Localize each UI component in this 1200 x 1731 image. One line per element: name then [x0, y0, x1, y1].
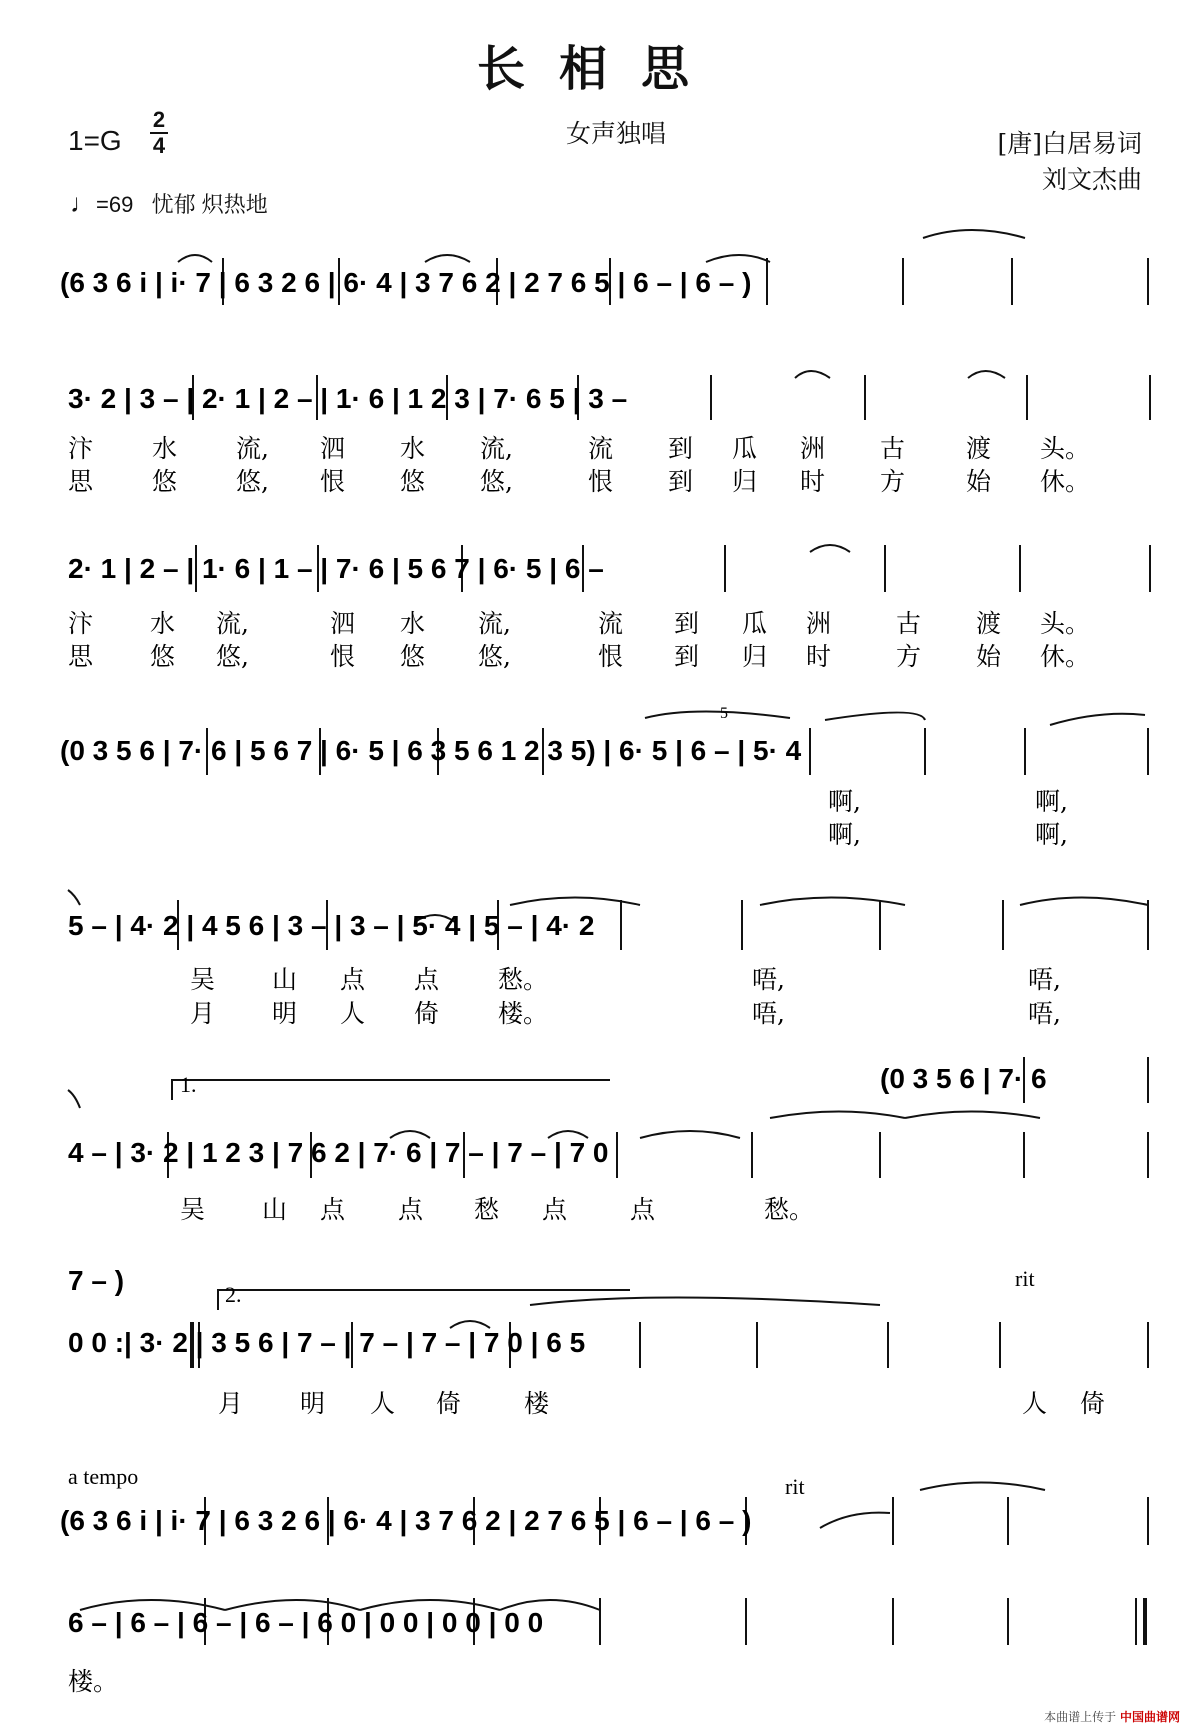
lyric-v1b-1: 汴	[68, 609, 94, 638]
lyric-v1b-6: 流,	[478, 609, 511, 638]
lyric-v2-3: 悠,	[236, 467, 269, 496]
lyric-v2-10: 时	[800, 467, 826, 496]
lyric-v2b-2: 悠	[150, 642, 176, 671]
time-signature-top: 2	[152, 107, 166, 132]
lyric-v1d-3: 点	[320, 1195, 346, 1224]
lyric-v1b-9: 瓜	[742, 609, 768, 638]
lyric-v2-7: 恨	[588, 467, 614, 496]
lyric-v2c-7: 唔,	[1028, 999, 1061, 1028]
lyric-v1b-13: 头。	[1040, 609, 1091, 638]
svg-text:4 – | 3· 2 | 1 2 3 | 7 6: 4 – | 3· 2 | 1 2 3 | 7 6 2 | 7· 6 | 7 – | 7 – | 7 0	[68, 1137, 609, 1168]
lyric-v1c-5: 愁。	[498, 965, 549, 994]
svg-text:(0 3 5 6 | 7· 6 | 5 6 7 | 6: (0 3 5 6 | 7· 6 | 5 6 7 | 6· 5 | 6 3 5 6 1 2 3 5) | 6· 5 | 6 – | 5· 4	[60, 735, 802, 766]
lyric-v2c-1: 月	[190, 999, 216, 1028]
lyric-v2-2: 悠	[152, 467, 178, 496]
composer: 刘文杰曲	[1041, 165, 1142, 194]
song-title: 长相思	[476, 41, 723, 97]
lyric-v2c-4: 倚	[414, 999, 440, 1028]
expression-markings	[68, 705, 1035, 1499]
lyric-v2b-1: 思	[68, 642, 94, 671]
lyric-v1c-6: 唔,	[752, 965, 785, 994]
lyricist: [唐]白居易词	[997, 129, 1142, 158]
svg-text:0 0 :| 3· 2 | 3 5 6 | 7 –: 0 0 :| 3· 2 | 3 5 6 | 7 – | 7 – | 7 – | 7 0 | 6 5	[68, 1327, 586, 1358]
performance-type: 女声独唱	[566, 119, 667, 148]
lyric-v1b-8: 到	[674, 609, 700, 638]
lyric-v1b-10: 洲	[806, 609, 832, 638]
lyric-v2b-5: 悠	[400, 642, 426, 671]
lyric-v1-11: 古	[880, 434, 906, 463]
lyric-v1c-3: 点	[340, 965, 366, 994]
a-tempo-marking: a tempo	[68, 1464, 139, 1489]
lyric-ah-3: 啊,	[828, 820, 861, 849]
lyric-v2c-3: 人	[340, 999, 366, 1028]
lyric-v1d-6: 点	[542, 1195, 568, 1224]
lyric-v2c-2: 明	[272, 999, 298, 1028]
lyric-v1-10: 洲	[800, 434, 826, 463]
lyric-v2b-7: 恨	[598, 642, 624, 671]
lyric-v2b-8: 到	[674, 642, 700, 671]
volta-1-label: 1.	[180, 1072, 197, 1097]
lyric-v2-12: 始	[966, 467, 992, 496]
tempo-value: =69	[96, 192, 134, 217]
lyric-v2e-7: 倚	[1080, 1389, 1106, 1418]
lyric-ah-2: 啊,	[1035, 787, 1068, 816]
lyric-final: 楼。	[68, 1667, 119, 1696]
lyric-v1d-8: 愁。	[764, 1195, 815, 1224]
lyric-v1b-7: 流	[598, 609, 624, 638]
lyric-v2-4: 恨	[320, 467, 346, 496]
lyric-v2-8: 到	[668, 467, 694, 496]
lyric-v2-5: 悠	[400, 467, 426, 496]
svg-text:(0 3 5 6 | 7· 6: (0 3 5 6 | 7· 6	[880, 1063, 1047, 1094]
lyric-v2-1: 思	[68, 467, 94, 496]
rit-marking-2: rit	[785, 1474, 805, 1499]
lyric-v1b-3: 流,	[216, 609, 249, 638]
svg-text:3· 2 | 3 – | 2· 1 | 2 –: 3· 2 | 3 – | 2· 1 | 2 – | 1· 6 | 1 2 3 | 7· 6 5 | 3 –	[68, 383, 628, 414]
lyric-v1-5: 水	[400, 434, 426, 463]
lyric-v2b-10: 时	[806, 642, 832, 671]
tuplet-label: 5	[720, 705, 728, 722]
lyric-v1-9: 瓜	[732, 434, 758, 463]
lyric-v2-11: 方	[880, 467, 906, 496]
svg-text:7 – ): 7 – )	[68, 1265, 125, 1296]
lyric-v1-1: 汴	[68, 434, 94, 463]
svg-text:(6 3 6 i | i· 7 | 6 3 2 6 |: (6 3 6 i | i· 7 | 6 3 2 6 | 6· 4 | 3 7 6 2 | 2 7 6 5 | 6 – | 6 – )	[60, 1505, 752, 1536]
lyric-v1c-4: 点	[414, 965, 440, 994]
lyric-v2b-11: 方	[896, 642, 922, 671]
lyric-v1-3: 流,	[236, 434, 269, 463]
lyric-v2b-3: 悠,	[216, 642, 249, 671]
key-signature: 1=G	[68, 125, 122, 156]
time-signature-bottom: 4	[152, 133, 166, 158]
lyric-v1d-5: 愁	[474, 1195, 500, 1224]
svg-text:5 – | 4· 2 | 4 5 6 | 3 –: 5 – | 4· 2 | 4 5 6 | 3 – | 3 – | 5· 4 | 5 – | 4· 2	[68, 910, 595, 941]
lyric-v1-13: 头。	[1040, 434, 1091, 463]
lyric-v1-12: 渡	[966, 434, 992, 463]
lyric-v2c-6: 唔,	[752, 999, 785, 1028]
lyric-v2b-13: 休。	[1040, 642, 1091, 671]
lyric-v1b-5: 水	[400, 609, 426, 638]
lyric-v1-8: 到	[668, 434, 694, 463]
lyric-v1d-7: 点	[630, 1195, 656, 1224]
lyric-v1-7: 流	[588, 434, 614, 463]
rit-marking: rit	[1015, 1266, 1035, 1291]
lyric-v1-4: 泗	[320, 434, 346, 463]
lyric-v1c-7: 唔,	[1028, 965, 1061, 994]
footer-text: 本曲谱上传于	[1044, 1710, 1117, 1724]
lyric-v1b-2: 水	[150, 609, 176, 638]
lyric-v2b-6: 悠,	[478, 642, 511, 671]
lyric-v2e-5: 楼	[524, 1389, 550, 1418]
lyric-v1-6: 流,	[480, 434, 513, 463]
lyric-v2-13: 休。	[1040, 467, 1091, 496]
lyric-v2e-2: 明	[300, 1389, 326, 1418]
lyric-v2-9: 归	[732, 467, 758, 496]
lyric-v1-2: 水	[152, 434, 178, 463]
lyric-v2e-6: 人	[1022, 1389, 1048, 1418]
lyric-v2b-9: 归	[742, 642, 768, 671]
lyric-v1b-11: 古	[896, 609, 922, 638]
tempo-expression: 忧郁 炽热地	[151, 192, 268, 217]
lyric-v2-6: 悠,	[480, 467, 513, 496]
lyric-v1c-2: 山	[272, 965, 298, 994]
lyric-v2b-4: 恨	[330, 642, 356, 671]
svg-text:(6 3 6 i | i· 7 | 6 3 2 6 |: (6 3 6 i | i· 7 | 6 3 2 6 | 6· 4 | 3 7 6 2 | 2 7 6 5 | 6 – | 6 – )	[60, 267, 752, 298]
quarter-note-icon: ♩	[70, 188, 96, 218]
lyric-v1b-4: 泗	[330, 609, 356, 638]
lyric-v1d-1: 吴	[180, 1195, 206, 1224]
svg-text:6 – | 6 – | 6 – | 6 –: 6 – | 6 – | 6 – | 6 – | 6 0 | 0 0 | 0 0 | 0 0	[68, 1607, 544, 1638]
lyric-v2e-3: 人	[370, 1389, 396, 1418]
lyric-v2e-1: 月	[218, 1389, 244, 1418]
footer-site-logo: 中国曲谱网	[1119, 1710, 1180, 1724]
volta-2-label: 2.	[225, 1282, 242, 1307]
lyric-v2b-12: 始	[976, 642, 1002, 671]
lyric-v2c-5: 楼。	[498, 999, 549, 1028]
lyric-ah-1: 啊,	[828, 787, 861, 816]
lyric-v2e-4: 倚	[436, 1389, 462, 1418]
footer-credit	[1044, 1708, 1180, 1725]
lyric-v1b-12: 渡	[976, 609, 1002, 638]
lyric-v1d-4: 点	[398, 1195, 424, 1224]
lyric-v1d-2: 山	[262, 1195, 288, 1224]
lyric-v1c-1: 吴	[190, 965, 216, 994]
svg-text:2· 1 | 2 – | 1· 6 | 1 –: 2· 1 | 2 – | 1· 6 | 1 – | 7· 6 | 5 6 7 | 6· 5 | 6 –	[68, 553, 604, 584]
lyric-ah-4: 啊,	[1035, 820, 1068, 849]
